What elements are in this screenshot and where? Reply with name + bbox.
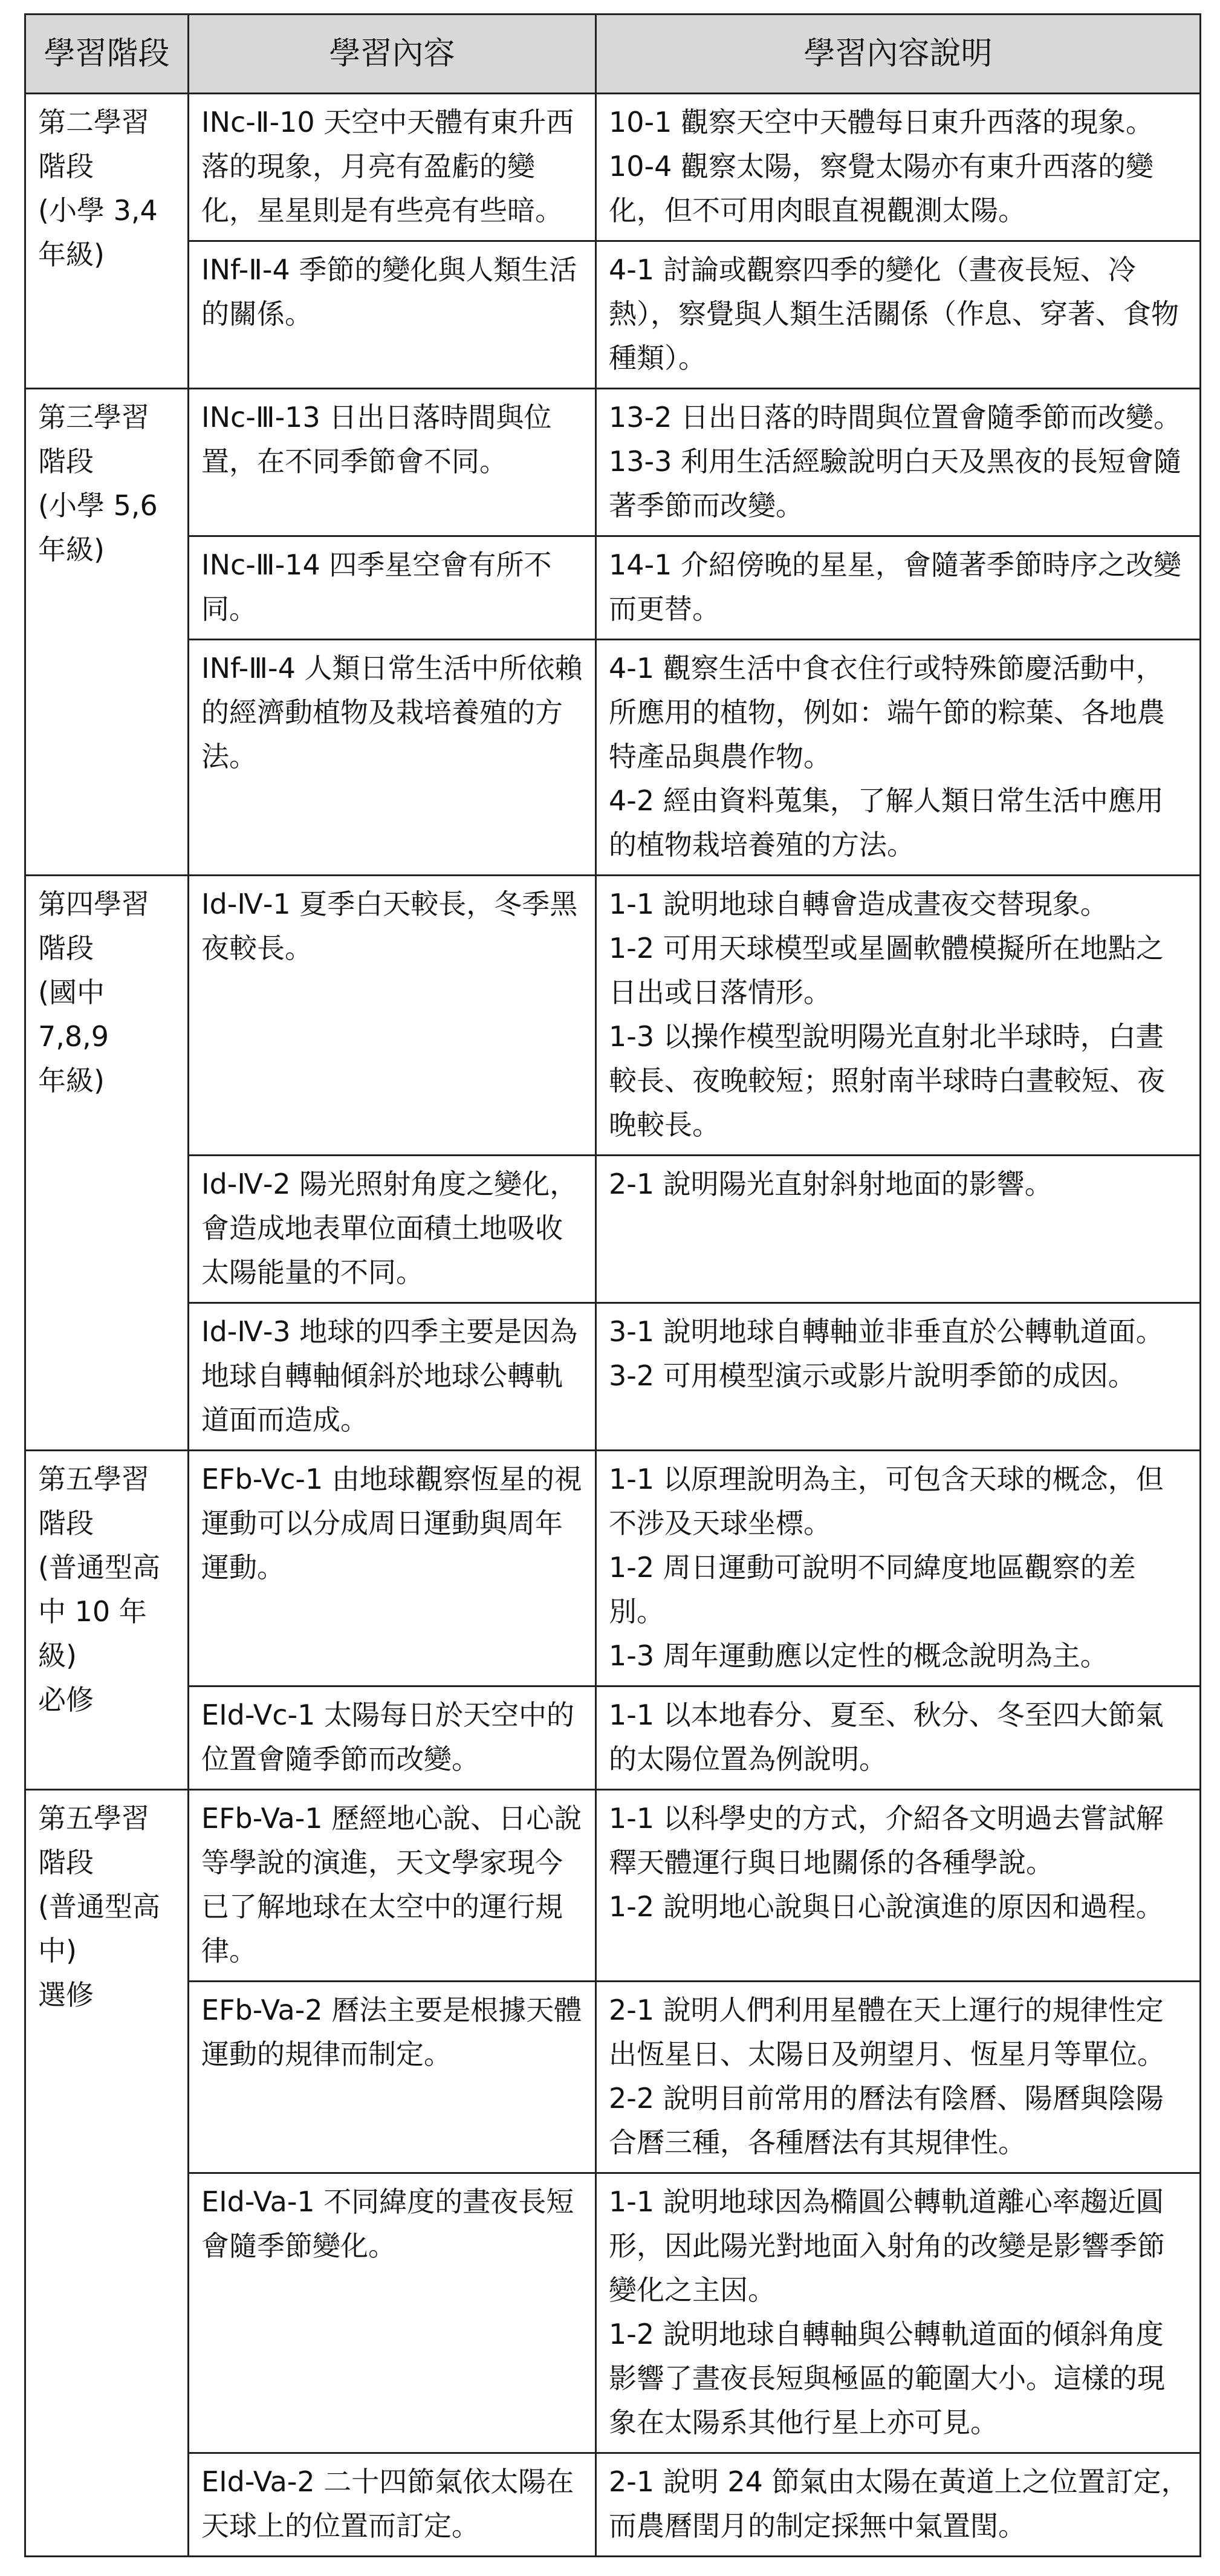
table-row xyxy=(25,1303,1201,1451)
table-row xyxy=(25,1451,1201,1686)
explanation-cell xyxy=(596,241,1201,389)
explanation-cell xyxy=(596,640,1201,876)
content-cell xyxy=(189,876,596,1156)
stage-label-line: 年級) xyxy=(38,238,105,271)
table-row xyxy=(25,876,1201,1156)
content-text: Id-Ⅳ-2 陽光照射角度之變化，會造成地表單位面積土地吸收太陽能量的不同。 xyxy=(201,1168,578,1289)
explanation-item: 2-1 說明人們利用星體在天上運行的規律性定出恆星日、太陽日及朔望月、恆星月等單位。 xyxy=(609,1994,1165,2070)
explanation-cell xyxy=(596,2173,1201,2453)
explanation-cell xyxy=(596,389,1201,536)
stage-label-line: 必修 xyxy=(38,1683,94,1716)
content-cell xyxy=(189,2173,596,2453)
stage-cell xyxy=(25,1451,189,1790)
header-explanation: 學習內容說明 xyxy=(596,15,1201,94)
content-text: Id-Ⅳ-3 地球的四季主要是因為地球自轉軸傾斜於地球公轉軌道面而造成。 xyxy=(201,1315,578,1436)
curriculum-table xyxy=(24,13,1201,2557)
content-text: EFb-Va-2 曆法主要是根據天體運動的規律而制定。 xyxy=(201,1994,582,2070)
content-text: EFb-Va-1 歷經地心說、日心說等學說的演進，天文學家現今已了解地球在太空中的運行規律。 xyxy=(201,1802,582,1967)
explanation-item: 1-1 說明地球因為橢圓公轉軌道離心率趨近圓形，因此陽光對地面入射角的改變是影響季節變化之主因。 xyxy=(609,2185,1165,2306)
table-row xyxy=(25,94,1201,241)
table-row xyxy=(25,2453,1201,2557)
content-cell xyxy=(189,94,596,241)
explanation-cell xyxy=(596,1686,1201,1790)
explanation-item: 2-1 說明陽光直射斜射地面的影響。 xyxy=(609,1168,1053,1200)
stage-label-line: 第二學習 xyxy=(38,106,149,138)
content-cell xyxy=(189,389,596,536)
content-cell xyxy=(189,241,596,389)
explanation-cell xyxy=(596,1451,1201,1686)
explanation-item: 4-1 討論或觀察四季的變化（晝夜長短、冷熱），察覺與人類生活關係（作息、穿著、食物種類）。 xyxy=(609,253,1179,374)
stage-cell xyxy=(25,876,189,1451)
explanation-item: 1-1 以本地春分、夏至、秋分、冬至四大節氣的太陽位置為例說明。 xyxy=(609,1699,1164,1775)
explanation-item: 14-1 介紹傍晚的星星，會隨著季節時序之改變而更替。 xyxy=(609,548,1182,625)
explanation-cell xyxy=(596,876,1201,1156)
explanation-item: 1-2 可用天球模型或星圖軟體模擬所在地點之日出或日落情形。 xyxy=(609,932,1164,1009)
explanation-item: 1-2 說明地心說與日心說演進的原因和過程。 xyxy=(609,1890,1164,1923)
table-row xyxy=(25,536,1201,640)
explanation-item: 4-1 觀察生活中食衣住行或特殊節慶活動中，所應用的植物，例如：端午節的粽葉、各地農特產品與農作物。 xyxy=(609,652,1165,773)
stage-label-line: (普通型高 xyxy=(38,1890,160,1923)
table-row xyxy=(25,1156,1201,1303)
content-cell xyxy=(189,536,596,640)
stage-label-line: 階段 xyxy=(38,1507,94,1540)
content-cell xyxy=(189,1982,596,2173)
explanation-cell xyxy=(596,2453,1201,2557)
explanation-item: 1-1 說明地球自轉會造成晝夜交替現象。 xyxy=(609,888,1108,920)
explanation-item: 2-2 說明目前常用的曆法有陰曆、陽曆與陰陽合曆三種，各種曆法有其規律性。 xyxy=(609,2082,1164,2159)
explanation-item: 1-2 周日運動可說明不同緯度地區觀察的差別。 xyxy=(609,1551,1136,1628)
stage-label-line: (國中 7,8,9 xyxy=(38,976,109,1053)
explanation-item: 10-1 觀察天空中天體每日東升西落的現象。 xyxy=(609,106,1154,138)
explanation-item: 3-2 可用模型演示或影片說明季節的成因。 xyxy=(609,1359,1136,1392)
explanation-item: 1-3 以操作模型說明陽光直射北半球時，白晝較長、夜晚較短；照射南半球時白晝較短、夜晚較長。 xyxy=(609,1020,1165,1141)
table-row xyxy=(25,2173,1201,2453)
content-cell xyxy=(189,1790,596,1982)
content-text: INf-Ⅱ-4 季節的變化與人類生活的關係。 xyxy=(201,253,577,330)
table-row xyxy=(25,640,1201,876)
stage-label-line: 第五學習 xyxy=(38,1463,149,1495)
stage-label-line: 階段 xyxy=(38,445,94,478)
content-text: Id-Ⅳ-1 夏季白天較長，冬季黑夜較長。 xyxy=(201,888,578,964)
stage-label-line: 中 10 年級) xyxy=(38,1595,147,1672)
explanation-cell xyxy=(596,1303,1201,1451)
explanation-cell xyxy=(596,94,1201,241)
stage-label-line: 第五學習 xyxy=(38,1802,149,1835)
content-text: EId-Vc-1 太陽每日於天空中的位置會隨季節而改變。 xyxy=(201,1699,574,1775)
table-body xyxy=(25,94,1201,2557)
content-text: EId-Va-2 二十四節氣依太陽在天球上的位置而訂定。 xyxy=(201,2465,574,2542)
explanation-item: 1-3 周年運動應以定性的概念說明為主。 xyxy=(609,1639,1108,1672)
stage-label-line: (小學 3,4 xyxy=(38,194,158,227)
content-text: INc-Ⅲ-13 日出日落時間與位置，在不同季節會不同。 xyxy=(201,401,552,478)
content-cell xyxy=(189,1451,596,1686)
explanation-cell xyxy=(596,1982,1201,2173)
header-content: 學習內容 xyxy=(189,15,596,94)
stage-label-line: (小學 5,6 xyxy=(38,489,158,522)
stage-label-line: 階段 xyxy=(38,1846,94,1879)
table-row xyxy=(25,1790,1201,1982)
stage-label-line: 年級) xyxy=(38,533,105,566)
content-text: INc-Ⅱ-10 天空中天體有東升西落的現象，月亮有盈虧的變化，星星則是有些亮有些暗。 xyxy=(201,106,574,227)
stage-label-line: 第四學習 xyxy=(38,888,149,920)
stage-cell xyxy=(25,389,189,876)
content-text: EId-Va-1 不同緯度的晝夜長短會隨季節變化。 xyxy=(201,2185,574,2262)
table-row xyxy=(25,1686,1201,1790)
explanation-item: 1-1 以原理說明為主，可包含天球的概念，但不涉及天球坐標。 xyxy=(609,1463,1164,1540)
explanation-item: 13-2 日出日落的時間與位置會隨季節而改變。 xyxy=(609,401,1182,434)
table-row xyxy=(25,389,1201,536)
stage-cell xyxy=(25,1790,189,2557)
content-cell xyxy=(189,1156,596,1303)
content-cell xyxy=(189,1686,596,1790)
content-text: INf-Ⅲ-4 人類日常生活中所依賴的經濟動植物及栽培養殖的方法。 xyxy=(201,652,583,773)
explanation-item: 13-3 利用生活經驗說明白天及黑夜的長短會隨著季節而改變。 xyxy=(609,445,1182,522)
explanation-item: 1-2 說明地球自轉軸與公轉軌道面的傾斜角度影響了晝夜長短與極區的範圍大小。這樣的現象在太陽系其他行星上亦可見。 xyxy=(609,2318,1165,2439)
stage-label-line: 階段 xyxy=(38,932,94,964)
content-cell xyxy=(189,2453,596,2557)
stage-label-line: 階段 xyxy=(38,150,94,183)
stage-label-line: 中) xyxy=(38,1934,77,1967)
stage-cell xyxy=(25,94,189,389)
explanation-item: 2-1 說明 24 節氣由太陽在黃道上之位置訂定，而農曆閏月的制定採無中氣置閏。 xyxy=(609,2465,1189,2542)
stage-label-line: 年級) xyxy=(38,1064,105,1097)
stage-label-line: 選修 xyxy=(38,1979,94,2011)
explanation-cell xyxy=(596,536,1201,640)
explanation-cell xyxy=(596,1790,1201,1982)
header-stage: 學習階段 xyxy=(25,15,189,94)
stage-label-line: (普通型高 xyxy=(38,1551,160,1584)
explanation-item: 4-2 經由資料蒐集，了解人類日常生活中應用的植物栽培養殖的方法。 xyxy=(609,784,1164,861)
content-cell xyxy=(189,1303,596,1451)
table-row xyxy=(25,1982,1201,2173)
content-cell xyxy=(189,640,596,876)
stage-label-line: 第三學習 xyxy=(38,401,149,434)
explanation-item: 3-1 說明地球自轉軸並非垂直於公轉軌道面。 xyxy=(609,1315,1164,1348)
content-text: EFb-Vc-1 由地球觀察恆星的視運動可以分成周日運動與周年運動。 xyxy=(201,1463,582,1584)
explanation-item: 1-1 以科學史的方式，介紹各文明過去嘗試解釋天體運行與日地關係的各種學說。 xyxy=(609,1802,1164,1879)
explanation-item: 10-4 觀察太陽，察覺太陽亦有東升西落的變化，但不可用肉眼直視觀測太陽。 xyxy=(609,150,1154,227)
content-text: INc-Ⅲ-14 四季星空會有所不同。 xyxy=(201,548,552,625)
header-row xyxy=(25,15,1201,94)
explanation-cell xyxy=(596,1156,1201,1303)
table-row xyxy=(25,241,1201,389)
